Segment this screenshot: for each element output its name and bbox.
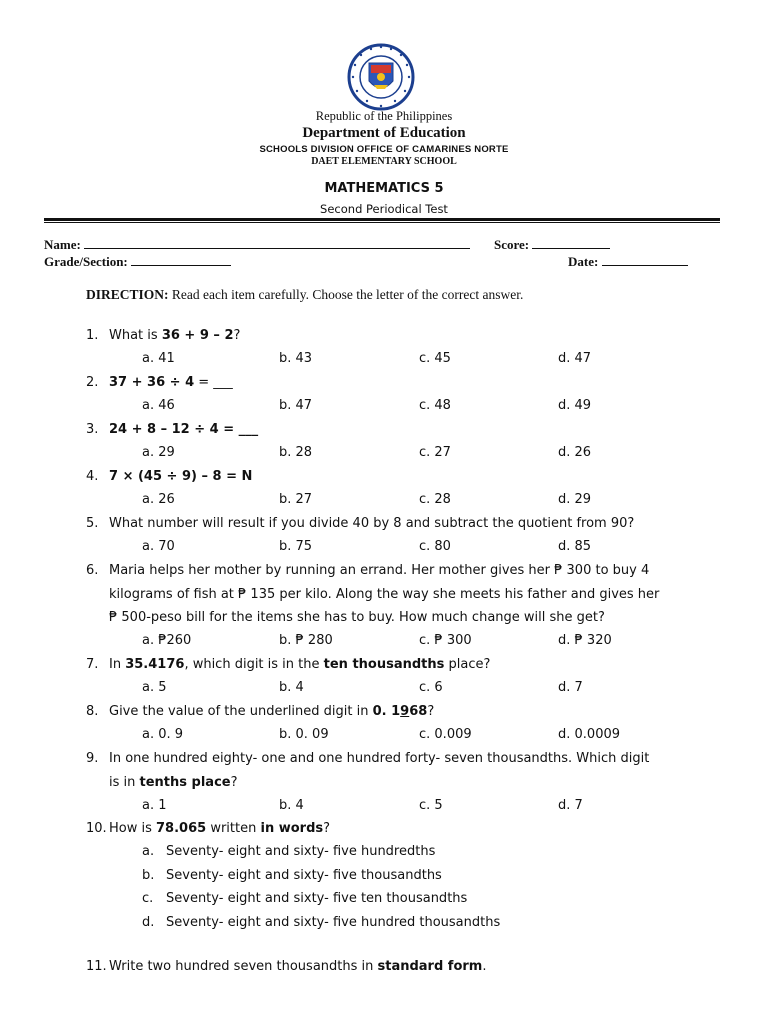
- option-b[interactable]: b. 4: [279, 798, 304, 813]
- underlined-digit: 9: [400, 704, 410, 719]
- question-text: What number will result if you divide 40 by 8 and subtract the quotient from 90?: [109, 516, 635, 531]
- question-text: 24 + 8 – 12 ÷ 4 = ___: [109, 422, 259, 437]
- option-b[interactable]: Seventy- eight and sixty- five thousandths: [166, 867, 442, 883]
- question-text: In 35.4176, which digit is in the ten thousandths place?: [109, 657, 491, 672]
- option-a[interactable]: a. 0. 9: [142, 727, 184, 742]
- date-field: [568, 253, 688, 270]
- option-a[interactable]: a. ₱260: [142, 633, 192, 648]
- question-text: How is 78.065 written in words?: [109, 821, 331, 836]
- option-b[interactable]: b. 75: [279, 539, 313, 554]
- option-b[interactable]: b. ₱ 280: [279, 633, 333, 648]
- question-text: In one hundred eighty- one and one hundred forty- seven thousandths. Which digit is in tenths place?: [109, 751, 650, 790]
- option-b[interactable]: b. 4: [279, 680, 304, 695]
- deped-seal-icon: [341, 43, 421, 111]
- option-b[interactable]: b. 27: [279, 492, 313, 507]
- option-d[interactable]: d. 0.0009: [558, 727, 621, 742]
- score-blank[interactable]: [532, 236, 610, 249]
- option-a[interactable]: a. 41: [142, 351, 175, 366]
- option-a-letter: a.: [142, 844, 155, 859]
- school-name: DAET ELEMENTARY SCHOOL: [311, 156, 457, 167]
- option-a[interactable]: a. 26: [142, 492, 175, 507]
- option-c[interactable]: c. 48: [419, 398, 451, 413]
- test-subject: MATHEMATICS 5: [324, 181, 444, 196]
- grade-blank[interactable]: [131, 253, 231, 266]
- direction-label: DIRECTION:: [86, 287, 169, 302]
- direction-text: DIRECTION: Read each item carefully. Choose the letter of the correct answer.: [86, 287, 524, 302]
- option-c[interactable]: Seventy- eight and sixty- five ten thousandths: [166, 891, 468, 906]
- option-d[interactable]: d. 85: [558, 539, 592, 554]
- option-c[interactable]: c. 6: [419, 680, 443, 695]
- score-label: Score:: [494, 237, 530, 252]
- option-b[interactable]: b. 43: [279, 351, 313, 366]
- option-a[interactable]: a. 5: [142, 680, 167, 695]
- question-text: 37 + 36 ÷ 4 = ___: [109, 375, 233, 390]
- option-d-letter: d.: [142, 914, 155, 930]
- option-b[interactable]: b. 0. 09: [279, 727, 329, 742]
- country-name: Republic of the Philippines: [315, 109, 453, 123]
- question-text: Give the value of the underlined digit in 0. 1968?: [109, 704, 435, 719]
- name-field: [44, 236, 470, 253]
- header-divider: [44, 218, 720, 221]
- option-d[interactable]: d. ₱ 320: [558, 633, 612, 648]
- option-a[interactable]: a. 1: [142, 798, 167, 813]
- option-b-letter: b.: [142, 867, 155, 883]
- option-d[interactable]: d. 29: [558, 492, 592, 507]
- question-text: Write two hundred seven thousandths in standard form.: [109, 959, 487, 974]
- option-b[interactable]: b. 47: [279, 398, 313, 413]
- date-label: Date:: [568, 254, 599, 269]
- option-c[interactable]: c. 45: [419, 351, 451, 366]
- option-c[interactable]: c. ₱ 300: [419, 633, 472, 648]
- division-name: SCHOOLS DIVISION OFFICE OF CAMARINES NORTE: [259, 144, 509, 155]
- option-c[interactable]: c. 80: [419, 539, 451, 554]
- option-a[interactable]: Seventy- eight and sixty- five hundredths: [166, 844, 436, 859]
- grade-section-field: [44, 253, 231, 270]
- option-d[interactable]: d. 26: [558, 445, 592, 460]
- option-b[interactable]: b. 28: [279, 445, 313, 460]
- department-name: Department of Education: [302, 125, 466, 141]
- question-text: Maria helps her mother by running an errand. Her mother gives her ₱ 300 to buy 4 kilograms of fish at ₱ 135 per kilo. Along the way she meets his father and gives her ₱ 500-peso bill for the items she has to buy. How much change will she get?: [109, 563, 660, 625]
- option-c[interactable]: c. 28: [419, 492, 451, 507]
- option-a[interactable]: a. 29: [142, 445, 175, 460]
- option-a[interactable]: a. 70: [142, 539, 175, 554]
- test-title: Second Periodical Test: [320, 202, 448, 216]
- option-d[interactable]: d. 7: [558, 680, 583, 695]
- option-c[interactable]: c. 0.009: [419, 727, 472, 742]
- header-divider-thin: [44, 222, 720, 223]
- option-a[interactable]: a. 46: [142, 398, 175, 413]
- question-text: What is 36 + 9 – 2?: [109, 328, 241, 343]
- option-d[interactable]: d. 47: [558, 351, 592, 366]
- name-blank[interactable]: [84, 236, 470, 249]
- option-c[interactable]: c. 5: [419, 798, 443, 813]
- option-d[interactable]: Seventy- eight and sixty- five hundred thousandths: [166, 914, 501, 930]
- option-c[interactable]: c. 27: [419, 445, 451, 460]
- score-field: [494, 236, 610, 253]
- option-c-letter: c.: [142, 891, 154, 906]
- date-blank[interactable]: [602, 253, 688, 266]
- question-text: 7 × (45 ÷ 9) – 8 = N: [109, 469, 253, 484]
- option-d[interactable]: d. 7: [558, 798, 583, 813]
- option-d[interactable]: d. 49: [558, 398, 592, 413]
- grade-label: Grade/Section:: [44, 254, 128, 269]
- name-label: Name:: [44, 237, 81, 252]
